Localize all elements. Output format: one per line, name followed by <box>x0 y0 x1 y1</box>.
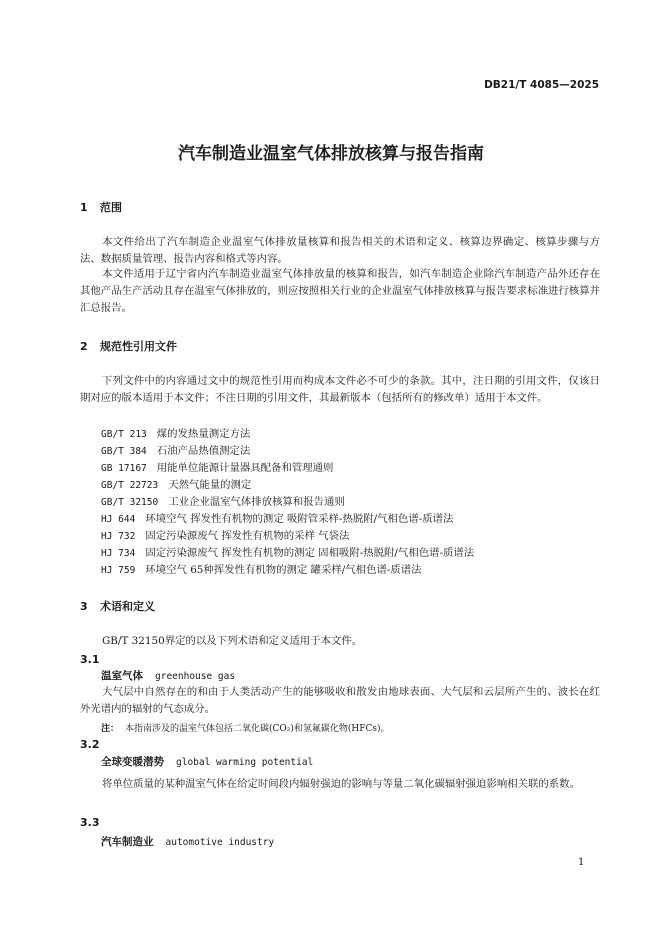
reference-title: 固定污染源废气 挥发性有机物的测定 固相吸附-热脱附/气相色谱-质谱法 <box>145 547 475 559</box>
reference-item <box>101 544 474 559</box>
term-entry <box>101 668 235 683</box>
section-number: 1 <box>80 201 88 214</box>
reference-item <box>101 527 349 542</box>
scope-paragraph: 本文件给出了汽车制造企业温室气体排放量核算和报告相关的术语和定义、核算边界确定、核算步骤与方法、数据质量管理、报告内容和格式等内容。 <box>80 236 600 265</box>
reference-code: GB 17167 <box>101 463 147 474</box>
page-number: 1 <box>578 857 585 868</box>
term-note <box>101 721 390 734</box>
reference-code: GB/T 213 <box>101 429 147 440</box>
note-text: 本指南涉及的温室气体包括二氧化碳(CO₂)和氢氟碳化物(HFCs)。 <box>125 724 390 734</box>
reference-title: 天然气能量的测定 <box>168 479 252 491</box>
term-en: global warming potential <box>176 757 314 768</box>
note-label: 注： <box>101 724 120 734</box>
reference-title: 环境空气 65种挥发性有机物的测定 罐采样/气相色谱-质谱法 <box>145 564 422 576</box>
reference-item <box>101 561 422 576</box>
term-definition: 将单位质量的某种温室气体在给定时间段内辐射强迫的影响与等量二氧化碳辐射强迫影响相关联的系数。 <box>102 778 580 790</box>
section-heading-normative-references <box>80 338 177 354</box>
terms-intro: GB/T 32150界定的以及下列术语和定义适用于本文件。 <box>102 635 363 647</box>
section-number: 3 <box>80 600 88 613</box>
term-zh: 温室气体 <box>101 670 143 682</box>
reference-code: HJ 734 <box>101 548 136 559</box>
reference-item <box>101 425 250 440</box>
section-title: 规范性引用文件 <box>100 340 177 353</box>
section-title: 术语和定义 <box>100 600 155 613</box>
reference-code: HJ 759 <box>101 565 136 576</box>
section-heading-terms <box>80 598 155 614</box>
reference-title: 用能单位能源计量器具配备和管理通则 <box>156 462 334 474</box>
reference-code: HJ 644 <box>101 514 136 525</box>
reference-item <box>101 442 250 457</box>
reference-title: 石油产品热值测定法 <box>156 445 251 457</box>
reference-item <box>101 476 251 491</box>
references-intro: 下列文件中的内容通过文中的规范性引用而构成本文件必不可少的条款。其中，注日期的引用文件，仅该日期对应的版本适用于本文件；不注日期的引用文件，其最新版本（包括所有的修改单）适用于本文件。 <box>80 375 600 404</box>
section-title: 范围 <box>100 201 122 214</box>
reference-title: 煤的发热量测定方法 <box>156 428 251 440</box>
term-entry <box>101 834 274 849</box>
reference-code: HJ 732 <box>101 531 136 542</box>
reference-title: 环境空气 挥发性有机物的测定 吸附管采样-热脱附/气相色谱-质谱法 <box>145 513 454 525</box>
term-definition: 大气层中自然存在的和由于人类活动产生的能够吸收和散发由地球表面、大气层和云层所产生的、波长在红外光谱内的辐射的气态成分。 <box>80 686 600 715</box>
section-heading-scope <box>80 199 122 215</box>
term-en: automotive industry <box>165 837 275 848</box>
clause-number: 3.2 <box>80 738 100 751</box>
reference-item <box>101 459 333 474</box>
reference-code: GB/T 384 <box>101 446 147 457</box>
reference-code: GB/T 22723 <box>101 480 159 491</box>
term-zh: 汽车制造业 <box>101 836 154 848</box>
clause-number: 3.1 <box>80 653 100 666</box>
reference-item <box>101 493 345 508</box>
reference-title: 工业企业温室气体排放核算和报告通则 <box>168 496 345 508</box>
section-number: 2 <box>80 340 88 353</box>
scope-paragraph: 本文件适用于辽宁省内汽车制造业温室气体排放量的核算和报告，如汽车制造企业除汽车制造产品外还存在其他产品生产活动且存在温室气体排放的，则应按照相关行业的企业温室气体排放核算与报告要求标准进行核算并汇总报告。 <box>80 268 600 314</box>
reference-title: 固定污染源废气 挥发性有机物的采样 气袋法 <box>145 530 350 542</box>
term-entry <box>101 754 313 769</box>
standard-id: DB21/T 4085—2025 <box>484 79 599 91</box>
term-zh: 全球变暖潜势 <box>101 756 164 768</box>
term-en: greenhouse gas <box>155 671 236 682</box>
reference-code: GB/T 32150 <box>101 497 159 508</box>
reference-item <box>101 510 453 525</box>
clause-number: 3.3 <box>80 816 100 829</box>
document-title: 汽车制造业温室气体排放核算与报告指南 <box>178 144 484 164</box>
